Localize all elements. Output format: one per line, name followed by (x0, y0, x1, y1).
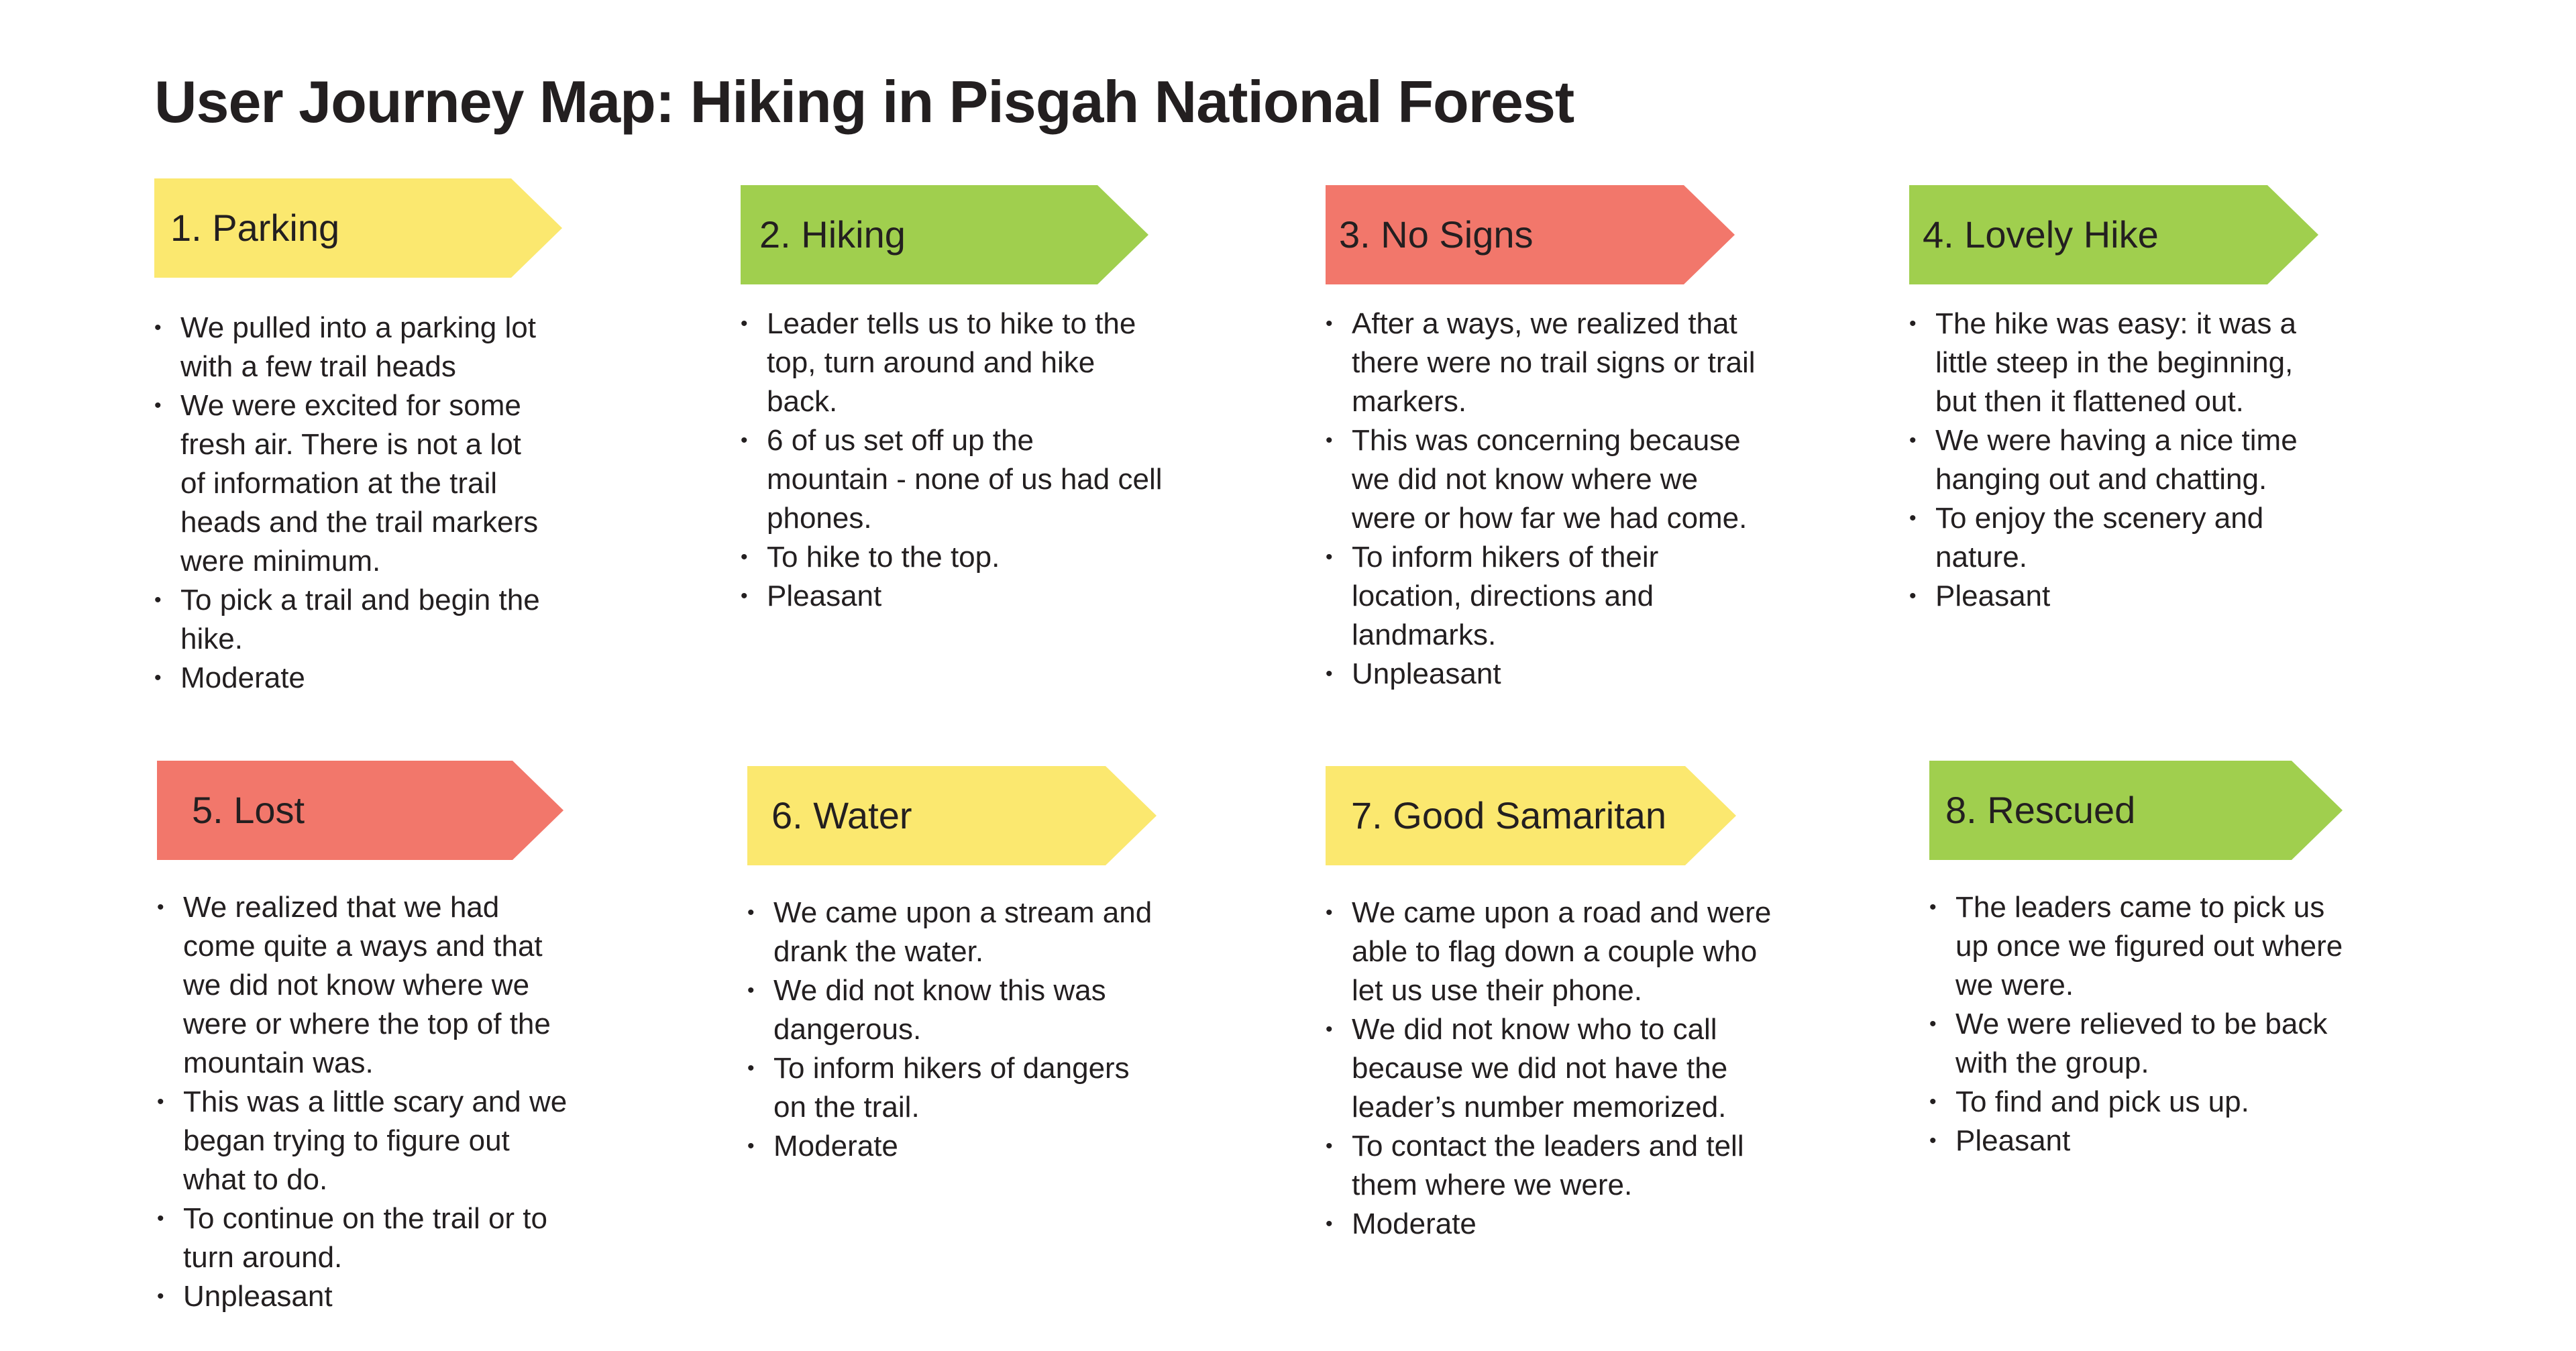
stage-title: 2. Hiking (759, 213, 906, 256)
list-item: • To hike to the top. (741, 538, 1163, 577)
stage-title: 5. Lost (192, 789, 305, 831)
arrow-tip (1106, 766, 1157, 865)
list-item: • After a ways, we realized that there were no trail signs or trail markers. (1326, 305, 1768, 421)
list-item: • Moderate (747, 1127, 1163, 1166)
stage-arrow (1929, 761, 2343, 860)
list-item: • To contact the leaders and tell them where we were. (1326, 1127, 1782, 1205)
stage-arrow (157, 761, 564, 860)
stage-card-lost (157, 761, 586, 1316)
stage-arrow (1326, 766, 1736, 865)
stage-arrow (154, 178, 562, 278)
stage-notes (1929, 888, 2345, 1160)
stage-card-rescued (1929, 761, 2359, 1160)
stage-notes (154, 309, 550, 698)
list-item: • This was a little scary and we began trying to figure out what to do. (157, 1083, 573, 1199)
stage-title: 3. No Signs (1339, 213, 1534, 256)
list-item: • To inform hikers of their location, directions and landmarks. (1326, 538, 1768, 655)
arrow-tip (1684, 185, 1735, 284)
arrow-tip (1685, 766, 1736, 865)
list-item: • To inform hikers of dangers on the trail. (747, 1049, 1163, 1127)
arrow-tip (2267, 185, 2318, 284)
list-item: • We did not know who to call because we did not have the leader’s number memorized. (1326, 1010, 1782, 1127)
stage-title: 8. Rescued (1945, 789, 2136, 831)
stage-notes (741, 305, 1163, 616)
list-item: • Pleasant (1909, 577, 2339, 616)
stage-card-lovely-hike (1909, 185, 2339, 616)
list-item: • This was concerning because we did not know where we were or how far we had come. (1326, 421, 1768, 538)
list-item: • We did not know this was dangerous. (747, 971, 1163, 1049)
stage-notes (157, 888, 573, 1316)
list-item: • We were excited for some fresh air. There is not a lot of information at the trail heads and the trail markers were minimum. (154, 386, 550, 581)
list-item: • We realized that we had come quite a ways and that we did not know where we were or where the top of the mountain was. (157, 888, 573, 1083)
stage-title: 4. Lovely Hike (1923, 213, 2159, 256)
arrow-tip (1097, 185, 1148, 284)
stage-arrow (741, 185, 1148, 284)
stage-arrow (1326, 185, 1735, 284)
arrow-tip (511, 178, 562, 278)
list-item: • Pleasant (1929, 1122, 2345, 1160)
stage-card-parking (154, 178, 570, 698)
list-item: • Pleasant (741, 577, 1163, 616)
list-item: • Leader tells us to hike to the top, turn around and hike back. (741, 305, 1163, 421)
stage-arrow (1909, 185, 2318, 284)
list-item: • The hike was easy: it was a little steep in the beginning, but then it flattened out. (1909, 305, 2339, 421)
list-item: • The leaders came to pick us up once we figured out where we were. (1929, 888, 2345, 1005)
stage-title: 7. Good Samaritan (1351, 794, 1667, 836)
list-item: • To enjoy the scenery and nature. (1909, 499, 2339, 577)
list-item: • 6 of us set off up the mountain - none of us had cell phones. (741, 421, 1163, 538)
list-item: • Moderate (154, 659, 550, 698)
list-item: • We pulled into a parking lot with a few trail heads (154, 309, 550, 386)
list-item: • We came upon a stream and drank the water. (747, 894, 1163, 971)
stage-notes (1326, 894, 1782, 1244)
list-item: • Unpleasant (1326, 655, 1768, 694)
list-item: • We were having a nice time hanging out and chatting. (1909, 421, 2339, 499)
page-title: User Journey Map: Hiking in Pisgah National Forest (154, 68, 1574, 135)
stage-notes (747, 894, 1163, 1166)
list-item: • To continue on the trail or to turn around. (157, 1199, 573, 1277)
stage-card-water (747, 766, 1163, 1166)
stage-title: 1. Parking (170, 207, 340, 249)
list-item: • To find and pick us up. (1929, 1083, 2345, 1122)
arrow-tip (513, 761, 564, 860)
stage-card-no-signs (1326, 185, 1768, 694)
list-item: • We came upon a road and were able to flag down a couple who let us use their phone. (1326, 894, 1782, 1010)
list-item: • We were relieved to be back with the group. (1929, 1005, 2345, 1083)
stage-title: 6. Water (771, 794, 912, 836)
stage-notes (1326, 305, 1768, 694)
list-item: • Moderate (1326, 1205, 1782, 1244)
stage-card-hiking (741, 185, 1183, 616)
list-item: • To pick a trail and begin the hike. (154, 581, 550, 659)
arrow-tip (2292, 761, 2343, 860)
stage-notes (1909, 305, 2339, 616)
list-item: • Unpleasant (157, 1277, 573, 1316)
stage-card-good-samaritan (1326, 766, 1782, 1244)
stage-arrow (747, 766, 1157, 865)
